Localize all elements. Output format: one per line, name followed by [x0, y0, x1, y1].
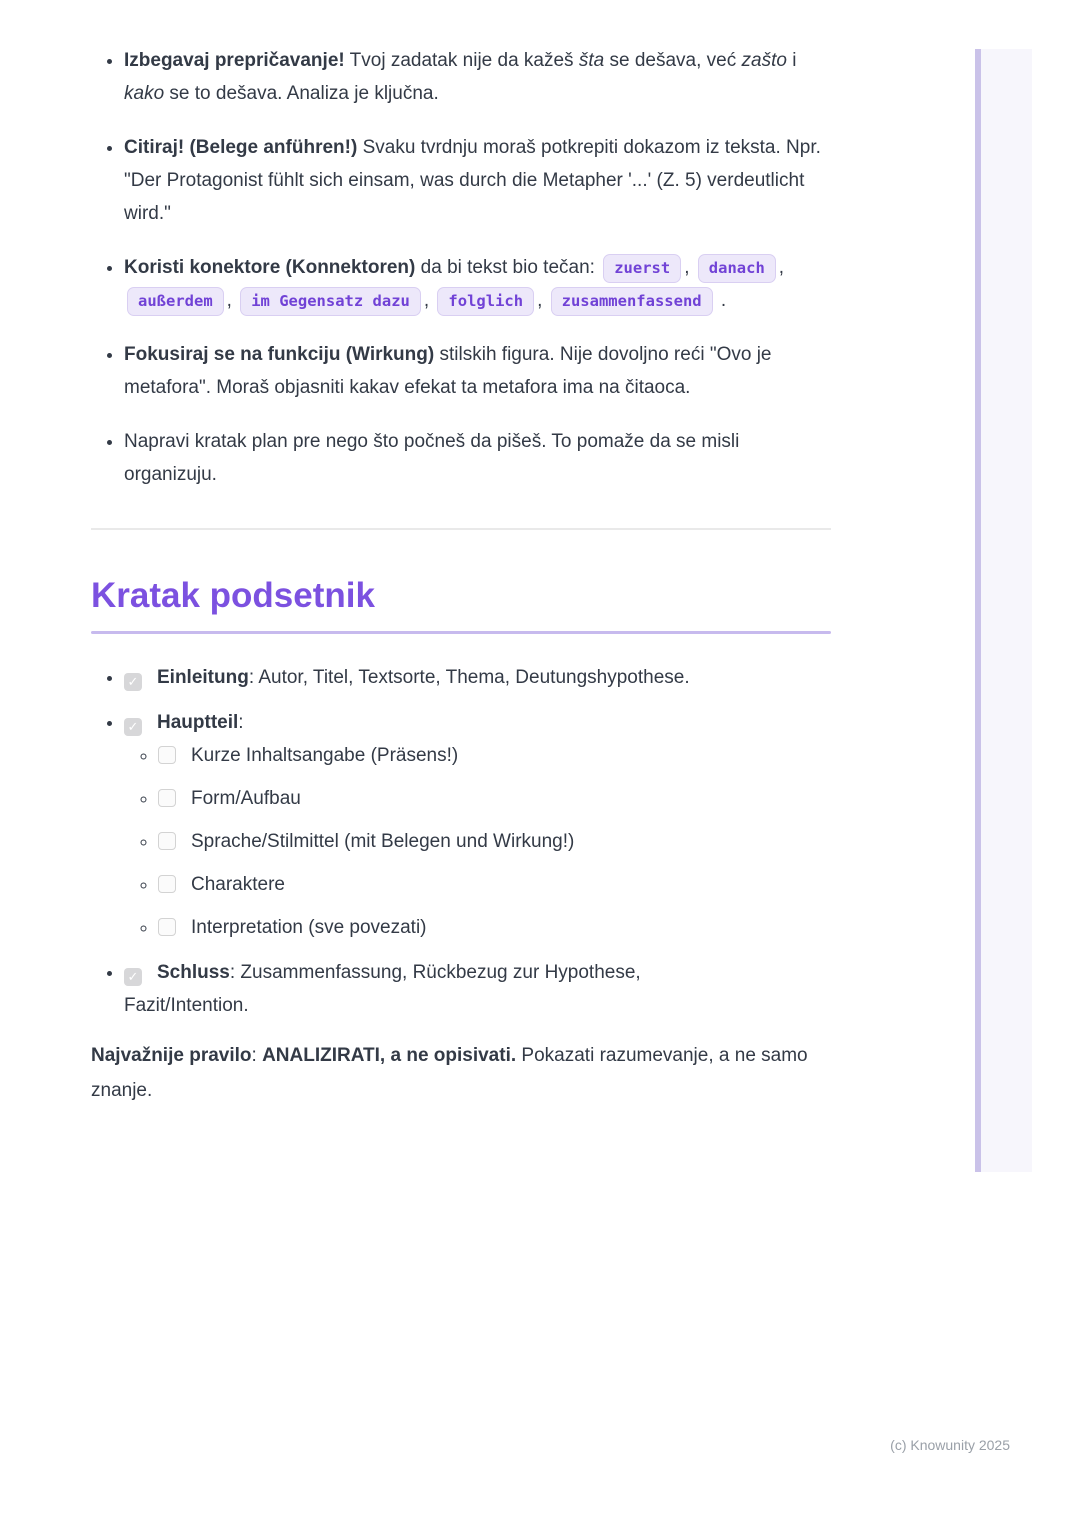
checklist-item — [124, 956, 831, 1022]
checklist-subitem-text: Form/Aufbau — [191, 788, 301, 809]
connector-badge: danach — [698, 254, 776, 283]
text-segment: , — [778, 257, 785, 278]
text-segment: šta — [578, 50, 605, 71]
checkmark-icon: ✓ — [127, 719, 139, 734]
checkbox-checked[interactable] — [124, 673, 142, 691]
checklist-item-text: : — [238, 712, 244, 733]
checkbox-unchecked[interactable] — [158, 832, 176, 850]
section-heading: Kratak podsetnik — [91, 576, 375, 615]
copyright-footer: (c) Knowunity 2025 — [890, 1437, 1010, 1453]
checklist — [91, 661, 831, 1022]
checkbox-unchecked[interactable] — [158, 918, 176, 936]
checkbox-unchecked[interactable] — [158, 789, 176, 807]
text-segment: Pokazati razumevanje, a ne samo znanje. — [91, 1045, 808, 1101]
checklist-subitem — [158, 868, 831, 901]
tip-item — [124, 44, 831, 110]
document-page — [91, 44, 831, 1108]
text-segment: i — [786, 50, 797, 71]
text-segment: ANALIZIRATI, a ne opisivati. — [262, 1045, 517, 1066]
text-segment: , — [537, 290, 548, 311]
connector-badge: zusammenfassend — [551, 287, 713, 316]
checklist-subitem — [158, 782, 831, 815]
tip-item — [124, 425, 831, 491]
checklist-subitem — [158, 911, 831, 944]
connector-badge: im Gegensatz dazu — [240, 287, 421, 316]
checkbox-checked[interactable] — [124, 718, 142, 736]
checklist-sublist — [124, 739, 831, 944]
checklist-item — [124, 706, 831, 944]
text-segment: , — [226, 290, 238, 311]
checkmark-icon: ✓ — [127, 674, 139, 689]
text-segment: , — [684, 257, 695, 278]
checklist-subitem-text: Kurze Inhaltsangabe (Präsens!) — [191, 745, 459, 766]
checklist-item-label: Schluss — [157, 962, 230, 983]
checkmark-icon: ✓ — [127, 969, 139, 984]
text-segment: Koristi konektore (Konnektoren) — [124, 257, 416, 278]
text-segment: kako — [124, 83, 165, 104]
checklist-subitem-text: Interpretation (sve povezati) — [191, 917, 427, 938]
checklist-item-text: : Autor, Titel, Textsorte, Thema, Deutungshypothese. — [248, 667, 690, 688]
text-segment: , — [423, 290, 435, 311]
checklist-item-text: Fazit/Intention. — [124, 995, 249, 1016]
tips-list — [91, 44, 831, 491]
page-scrollbar-track[interactable] — [975, 49, 1032, 1172]
heading-underline — [91, 631, 831, 634]
text-segment: se to dešava. Analiza je ključna. — [164, 83, 439, 104]
connector-badge: folglich — [437, 287, 534, 316]
checklist-subitem-text: Charaktere — [191, 874, 285, 895]
checkbox-unchecked[interactable] — [158, 875, 176, 893]
text-segment: Napravi kratak plan pre nego što počneš da pišeš. To pomaže da se misli organizuju. — [124, 431, 740, 485]
tip-item — [124, 338, 831, 404]
text-segment: Fokusiraj se na funkciju (Wirkung) — [124, 344, 435, 365]
text-segment: : — [251, 1045, 263, 1066]
checklist-item-text: : Zusammenfassung, Rückbezug zur Hypothese, — [229, 962, 641, 983]
connector-badge: zuerst — [603, 254, 681, 283]
text-segment: se dešava, već — [604, 50, 742, 71]
checklist-item-label: Hauptteil — [157, 712, 239, 733]
text-segment: zašto — [741, 50, 787, 71]
closing-paragraph — [91, 1038, 831, 1108]
text-segment: da bi tekst bio tečan: — [415, 257, 601, 278]
checklist-subitem — [158, 825, 831, 858]
checkbox-unchecked[interactable] — [158, 746, 176, 764]
text-segment: Citiraj! (Belege anführen!) — [124, 137, 358, 158]
tip-item — [124, 251, 831, 317]
text-segment: Tvoj zadatak nije da kažeš — [344, 50, 579, 71]
checklist-subitem-text: Sprache/Stilmittel (mit Belegen und Wirkung!) — [191, 831, 575, 852]
connector-badge: außerdem — [127, 287, 224, 316]
section-divider — [91, 528, 831, 530]
checklist-item-label: Einleitung — [157, 667, 249, 688]
checklist-subitem — [158, 739, 831, 772]
text-segment: Najvažnije pravilo — [91, 1045, 252, 1066]
tip-item — [124, 131, 831, 230]
checkbox-checked[interactable] — [124, 968, 142, 986]
text-segment: . — [715, 290, 727, 311]
text-segment: Svaku tvrdnju moraš potkrepiti dokazom iz teksta. Npr. "Der Protagonist fühlt sich einsam, was durch die Metapher '...' (Z. 5) verdeutlicht wird." — [124, 137, 821, 224]
text-segment: Izbegavaj prepričavanje! — [124, 50, 345, 71]
checklist-item — [124, 661, 831, 694]
text-segment: stilskih figura. Nije dovoljno reći "Ovo je metafora". Moraš objasniti kakav efekat ta metafora ima na čitaoca. — [124, 344, 772, 398]
